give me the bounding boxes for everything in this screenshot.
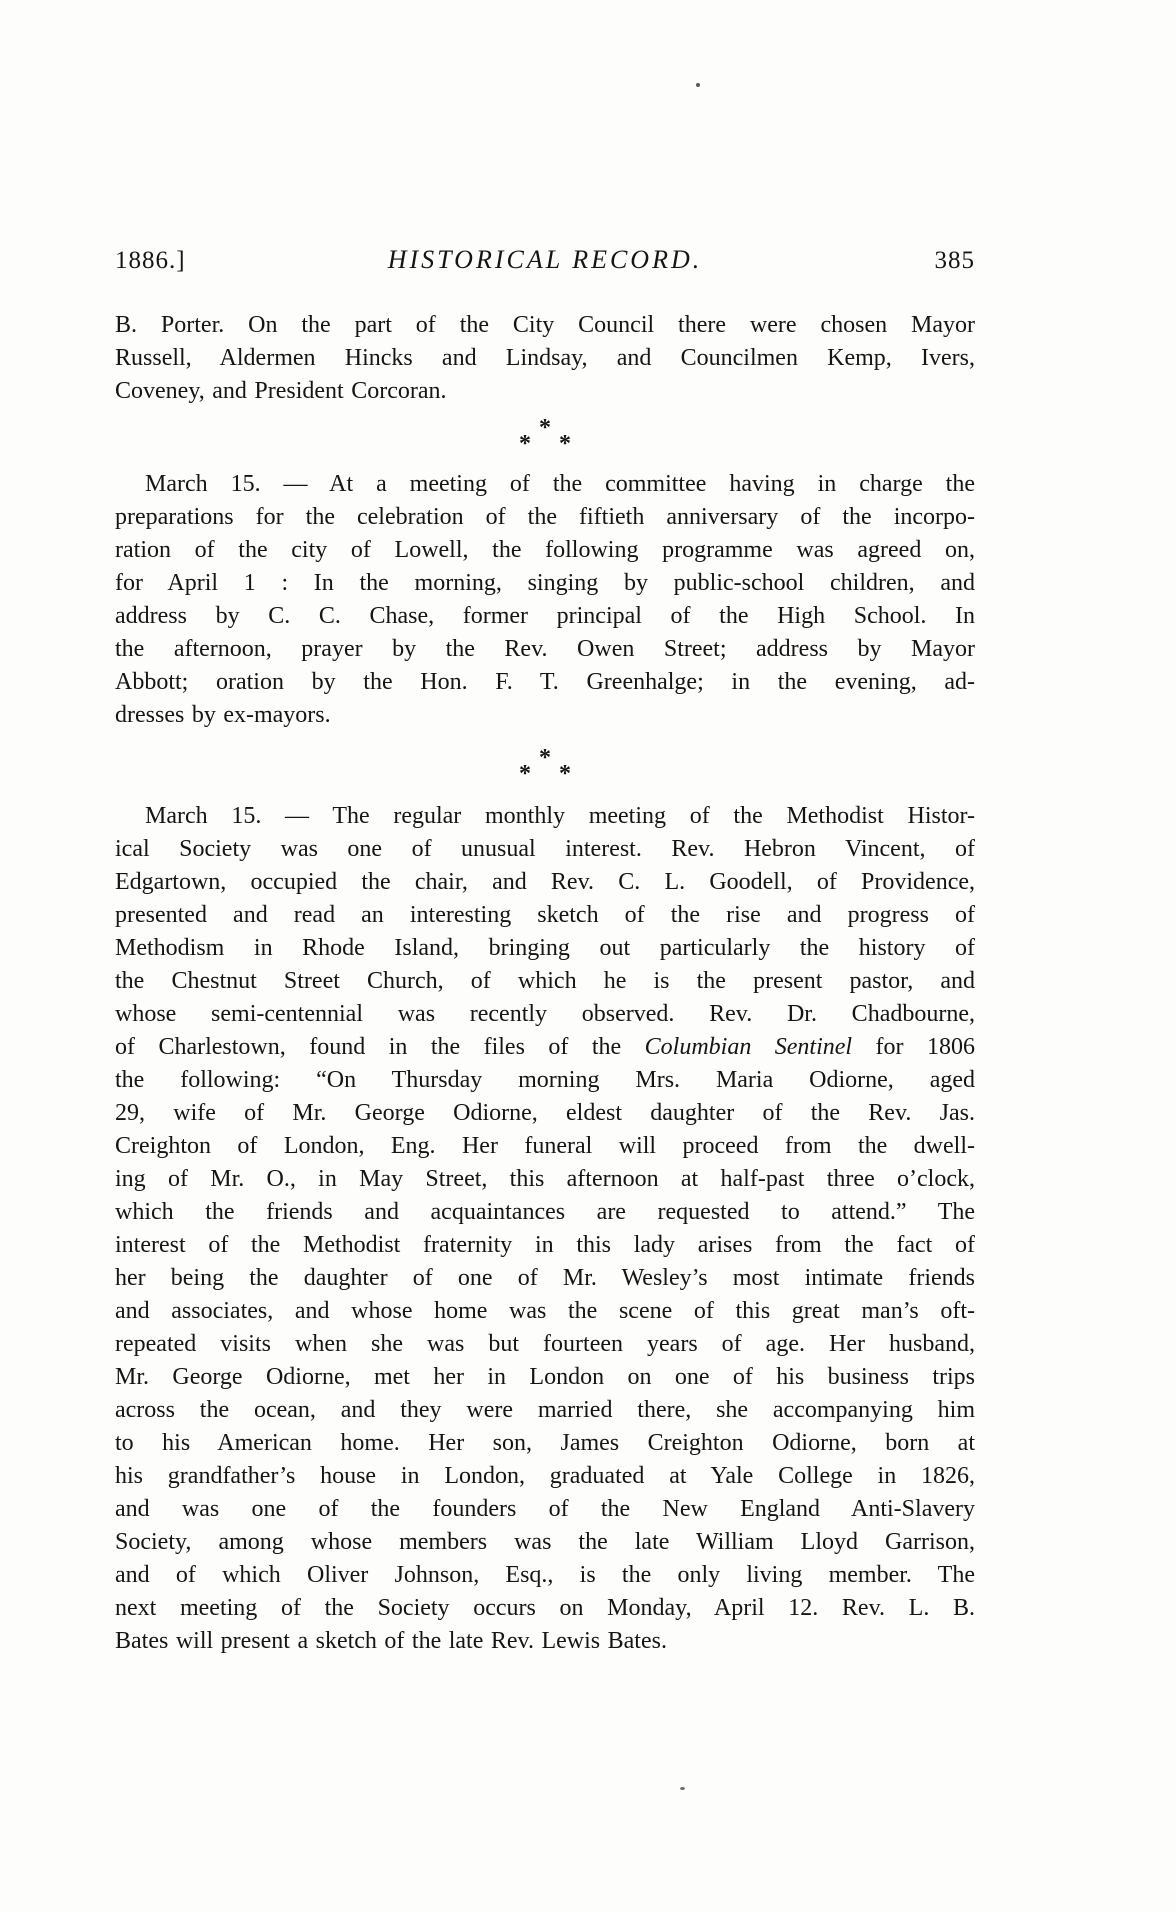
text-line <box>115 1592 975 1625</box>
asterisk-icon: * <box>559 761 571 787</box>
italic-text-segment: Columbian Sentinel <box>644 1034 853 1060</box>
text-line <box>115 1361 975 1394</box>
text-segment: his grandfather’s house in London, graduated at Yale College in 1826, <box>115 1463 975 1489</box>
text-block <box>115 243 975 1658</box>
text-line <box>115 666 975 699</box>
text-segment: Edgartown, occupied the chair, and Rev. C. L. Goodell, of Providence, <box>115 869 975 895</box>
text-segment: next meeting of the Society occurs on Monday, April 12. Rev. L. B. <box>115 1595 975 1621</box>
text-segment: ical Society was one of unusual interest. Rev. Hebron Vincent, of <box>115 836 975 862</box>
text-segment: her being the daughter of one of Mr. Wesley’s most intimate friends <box>115 1265 975 1291</box>
header-year: 1886.] <box>115 247 186 274</box>
ink-speck-top <box>696 83 700 87</box>
text-segment: to his American home. Her son, James Creighton Odiorne, born at <box>115 1430 975 1456</box>
asterisk-icon: * <box>539 415 551 441</box>
text-line <box>115 1559 975 1592</box>
text-line <box>115 534 975 567</box>
text-line <box>115 866 975 899</box>
asterisk-pair <box>115 762 975 786</box>
text-line <box>115 633 975 666</box>
text-segment: the Chestnut Street Church, of which he is the present pastor, and <box>115 968 975 994</box>
text-line <box>115 1295 975 1328</box>
text-segment: preparations for the celebration of the fiftieth anniversary of the incorpo- <box>115 504 975 530</box>
text-line <box>115 567 975 600</box>
header-title: HISTORICAL RECORD. <box>387 245 703 274</box>
text-segment: Creighton of London, Eng. Her funeral will proceed from the dwell- <box>115 1133 975 1159</box>
asterisk-icon: * <box>559 431 571 457</box>
text-segment: Coveney, and President Corcoran. <box>115 378 447 404</box>
text-segment: Russell, Aldermen Hincks and Lindsay, and Councilmen Kemp, Ivers, <box>115 345 975 371</box>
text-line <box>115 699 975 732</box>
asterism-divider-2 <box>115 745 975 787</box>
text-line <box>115 309 975 342</box>
text-line <box>115 800 975 833</box>
text-segment: Mr. George Odiorne, met her in London on one of his business trips <box>115 1364 975 1390</box>
text-line <box>115 1229 975 1262</box>
text-segment: repeated visits when she was but fourteen years of age. Her husband, <box>115 1331 975 1357</box>
text-segment: 29, wife of Mr. George Odiorne, eldest daughter of the Rev. Jas. <box>115 1100 975 1126</box>
running-header <box>115 243 975 277</box>
text-segment: ration of the city of Lowell, the following programme was agreed on, <box>115 537 975 563</box>
text-line <box>115 468 975 501</box>
asterisk-icon: * <box>519 761 531 787</box>
page-body <box>115 309 975 1658</box>
text-line <box>115 1031 975 1064</box>
methodist-society-paragraph <box>115 800 975 1658</box>
text-line <box>115 1493 975 1526</box>
text-line <box>115 1262 975 1295</box>
text-line <box>115 375 975 408</box>
text-segment: whose semi-centennial was recently observed. Rev. Dr. Chadbourne, <box>115 1001 975 1027</box>
asterism-divider-1 <box>115 415 975 457</box>
text-line <box>115 998 975 1031</box>
text-segment: Methodism in Rhode Island, bringing out particularly the history of <box>115 935 975 961</box>
text-segment: and of which Oliver Johnson, Esq., is the only living member. The <box>115 1562 975 1588</box>
text-segment: the following: “On Thursday morning Mrs. Maria Odiorne, aged <box>115 1067 975 1093</box>
text-line <box>115 1097 975 1130</box>
text-line <box>115 1460 975 1493</box>
text-line <box>115 501 975 534</box>
text-segment: March 15. — At a meeting of the committee having in charge the <box>145 471 975 497</box>
text-line <box>115 1625 975 1658</box>
text-segment: dresses by ex-mayors. <box>115 702 331 728</box>
text-line <box>115 1526 975 1559</box>
text-line <box>115 1196 975 1229</box>
text-line <box>115 1130 975 1163</box>
text-line <box>115 932 975 965</box>
text-segment: Abbott; oration by the Hon. F. T. Greenhalge; in the evening, ad- <box>115 669 975 695</box>
ink-speck-bottom <box>680 1787 685 1790</box>
text-segment: Society, among whose members was the late William Lloyd Garrison, <box>115 1529 975 1555</box>
asterisk-pair <box>115 432 975 456</box>
text-segment: March 15. — The regular monthly meeting of the Methodist Histor- <box>145 803 975 829</box>
text-line <box>115 965 975 998</box>
text-line <box>115 833 975 866</box>
asterisk-icon: * <box>519 431 531 457</box>
text-line <box>115 600 975 633</box>
text-segment: presented and read an interesting sketch of the rise and progress of <box>115 902 975 928</box>
text-segment: and associates, and whose home was the scene of this great man’s oft- <box>115 1298 975 1324</box>
text-line <box>115 1163 975 1196</box>
text-segment: for April 1 : In the morning, singing by public-school children, and <box>115 570 975 596</box>
city-council-paragraph <box>115 309 975 408</box>
text-segment: of Charlestown, found in the files of the <box>115 1034 645 1060</box>
lowell-anniversary-paragraph <box>115 468 975 732</box>
text-segment: across the ocean, and they were married there, she accompanying him <box>115 1397 975 1423</box>
text-segment: Bates will present a sketch of the late Rev. Lewis Bates. <box>115 1628 667 1654</box>
text-line <box>115 342 975 375</box>
text-line <box>115 1427 975 1460</box>
text-segment: and was one of the founders of the New England Anti-Slavery <box>115 1496 975 1522</box>
text-segment: B. Porter. On the part of the City Council there were chosen Mayor <box>115 312 975 338</box>
text-segment: ing of Mr. O., in May Street, this afternoon at half-past three o’clock, <box>115 1166 975 1192</box>
text-segment: which the friends and acquaintances are requested to attend.” The <box>115 1199 975 1225</box>
header-page-number: 385 <box>934 247 975 274</box>
text-line <box>115 1328 975 1361</box>
text-line <box>115 1394 975 1427</box>
text-line <box>115 1064 975 1097</box>
text-line <box>115 899 975 932</box>
text-segment: address by C. C. Chase, former principal of the High School. In <box>115 603 975 629</box>
text-segment: for 1806 <box>852 1034 976 1060</box>
asterisk-icon: * <box>539 745 551 771</box>
text-segment: the afternoon, prayer by the Rev. Owen Street; address by Mayor <box>115 636 975 662</box>
text-segment: interest of the Methodist fraternity in this lady arises from the fact of <box>115 1232 975 1258</box>
